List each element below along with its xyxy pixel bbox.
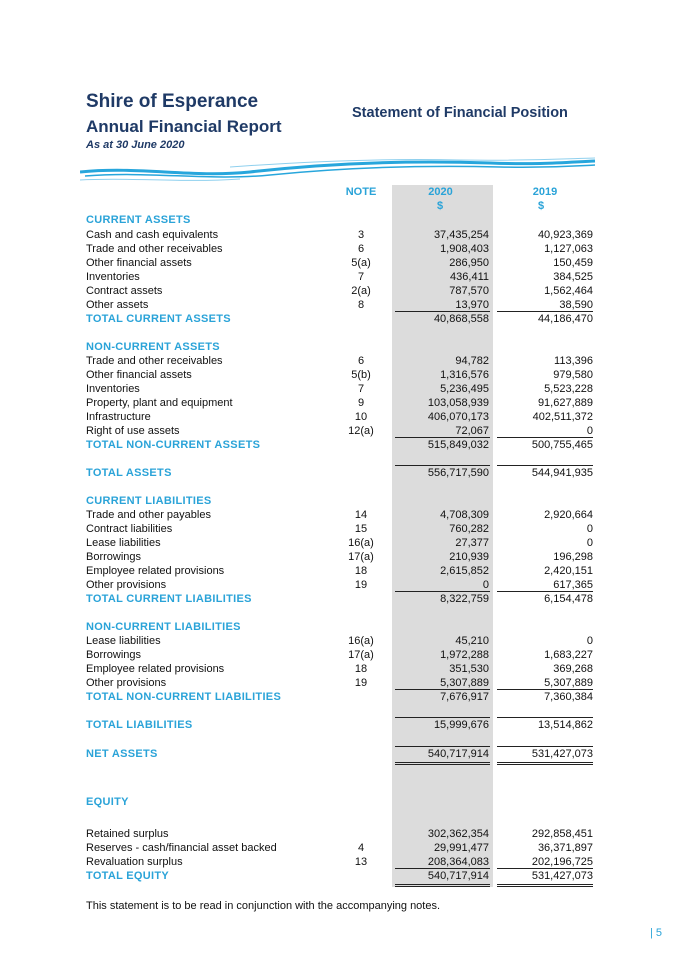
table-row (0, 855, 675, 869)
subtotal-rule (497, 465, 593, 466)
row-value-2020: 210,939 (449, 551, 489, 563)
row-value-2019: 202,196,725 (531, 856, 593, 868)
section-heading (0, 620, 675, 634)
row-value-2020: 208,364,083 (427, 856, 489, 868)
row-note: 18 (354, 565, 368, 577)
row-label: CURRENT ASSETS (86, 214, 191, 226)
row-label: Inventories (86, 383, 140, 395)
row-value-2020: 556,717,590 (427, 467, 489, 479)
row-label: TOTAL ASSETS (86, 467, 172, 479)
statement-title: Statement of Financial Position (352, 105, 568, 121)
table-row (0, 382, 675, 396)
double-underline-rule (497, 762, 593, 763)
table-row (0, 410, 675, 424)
row-value-2019: 292,858,451 (531, 828, 593, 840)
footer-note: This statement is to be read in conjunction with the accompanying notes. (86, 900, 441, 912)
report-date: As at 30 June 2020 (86, 139, 185, 151)
row-label: Trade and other receivables (86, 355, 223, 367)
currency-2020: $ (436, 200, 444, 212)
subtotal-rule (395, 311, 490, 312)
row-note: 19 (354, 579, 368, 591)
row-note: 5(a) (351, 257, 371, 269)
double-underline-rule (395, 886, 490, 887)
row-value-2020: 286,950 (449, 257, 489, 269)
row-label: Lease liabilities (86, 635, 161, 647)
row-value-2019: 617,365 (553, 579, 593, 591)
row-value-2019: 91,627,889 (537, 397, 593, 409)
year-2019-header: 2019 (532, 186, 558, 198)
row-note: 14 (354, 509, 368, 521)
row-value-2019: 979,580 (553, 369, 593, 381)
row-note: 18 (354, 663, 368, 675)
row-label: Other assets (86, 299, 149, 311)
table-row (0, 522, 675, 536)
row-label: EQUITY (86, 796, 129, 808)
row-value-2020: 5,236,495 (440, 383, 489, 395)
row-value-2019: 531,427,073 (531, 870, 593, 882)
org-title: Shire of Esperance (86, 91, 259, 112)
row-value-2020: 1,316,576 (440, 369, 489, 381)
table-row (0, 827, 675, 841)
subtotal-rule (497, 311, 593, 312)
row-label: Inventories (86, 271, 140, 283)
row-note: 17(a) (348, 649, 374, 661)
row-note: 3 (357, 229, 365, 241)
row-label: TOTAL CURRENT LIABILITIES (86, 593, 252, 605)
subtotal-rule (497, 717, 593, 718)
table-row (0, 256, 675, 270)
row-value-2020: 302,362,354 (427, 828, 489, 840)
row-value-2019: 1,127,063 (544, 243, 593, 255)
total-row (0, 869, 675, 883)
row-label: Employee related provisions (86, 565, 225, 577)
row-value-2020: 40,868,558 (433, 313, 489, 325)
report-title: Annual Financial Report (86, 117, 282, 136)
row-note: 2(a) (351, 285, 371, 297)
table-row (0, 354, 675, 368)
row-value-2019: 6,154,478 (544, 593, 593, 605)
row-value-2020: 27,377 (455, 537, 489, 549)
row-value-2019: 150,459 (553, 257, 593, 269)
row-value-2019: 0 (586, 635, 593, 647)
row-value-2020: 787,570 (449, 285, 489, 297)
subtotal-rule (497, 868, 593, 869)
double-underline-rule (395, 884, 490, 885)
row-value-2019: 0 (586, 523, 593, 535)
table-row (0, 368, 675, 382)
row-label: CURRENT LIABILITIES (86, 495, 212, 507)
year-2020-header: 2020 (428, 186, 453, 198)
row-value-2019: 44,186,470 (537, 313, 593, 325)
table-row (0, 550, 675, 564)
row-note: 7 (357, 383, 365, 395)
row-label: Trade and other payables (86, 509, 211, 521)
subtotal-rule (395, 689, 490, 690)
row-value-2020: 29,991,477 (433, 842, 489, 854)
row-value-2019: 0 (586, 537, 593, 549)
table-row (0, 284, 675, 298)
table-row (0, 564, 675, 578)
subtotal-rule (395, 465, 490, 466)
row-label: Right of use assets (86, 425, 180, 437)
row-note: 7 (357, 271, 365, 283)
total-row (0, 438, 675, 452)
table-row (0, 676, 675, 690)
row-value-2020: 94,782 (455, 355, 489, 367)
page-number: | 5 (650, 927, 663, 939)
row-value-2020: 540,717,914 (427, 748, 489, 760)
row-label: Property, plant and equipment (86, 397, 233, 409)
row-value-2020: 1,908,403 (440, 243, 489, 255)
row-value-2019: 531,427,073 (531, 748, 593, 760)
row-value-2019: 113,396 (554, 355, 593, 367)
row-label: Infrastructure (86, 411, 151, 423)
total-row (0, 592, 675, 606)
table-row (0, 634, 675, 648)
row-value-2020: 45,210 (455, 635, 489, 647)
row-label: TOTAL CURRENT ASSETS (86, 313, 231, 325)
row-value-2019: 5,307,889 (544, 677, 593, 689)
double-underline-rule (395, 764, 490, 765)
row-value-2020: 760,282 (449, 523, 489, 535)
row-label: TOTAL NON-CURRENT ASSETS (86, 439, 261, 451)
row-note: 8 (357, 299, 365, 311)
row-value-2020: 540,717,914 (427, 870, 489, 882)
table-row (0, 841, 675, 855)
row-note: 6 (357, 355, 365, 367)
subtotal-rule (497, 689, 593, 690)
row-value-2020: 515,849,032 (427, 439, 489, 451)
row-value-2020: 5,307,889 (440, 677, 489, 689)
row-label: TOTAL LIABILITIES (86, 719, 193, 731)
row-value-2019: 369,268 (553, 663, 593, 675)
row-value-2020: 72,067 (455, 425, 489, 437)
note-column-header: NOTE (345, 186, 377, 198)
table-row (0, 536, 675, 550)
row-label: Employee related provisions (86, 663, 225, 675)
subtotal-rule (497, 437, 593, 438)
row-label: Retained surplus (86, 828, 169, 840)
row-value-2020: 0 (482, 579, 489, 591)
row-value-2020: 8,322,759 (440, 593, 489, 605)
row-label: NON-CURRENT ASSETS (86, 341, 220, 353)
row-note: 9 (357, 397, 365, 409)
table-row (0, 270, 675, 284)
row-note: 19 (354, 677, 368, 689)
section-heading (0, 213, 675, 227)
row-label: NET ASSETS (86, 748, 158, 760)
decorative-wave (80, 152, 600, 186)
section-heading (0, 340, 675, 354)
total-row (0, 690, 675, 704)
row-value-2019: 7,360,384 (544, 691, 593, 703)
row-label: Trade and other receivables (86, 243, 223, 255)
table-row (0, 648, 675, 662)
row-value-2020: 7,676,917 (440, 691, 489, 703)
row-label: NON-CURRENT LIABILITIES (86, 621, 241, 633)
row-label: Revaluation surplus (86, 856, 183, 868)
double-underline-rule (395, 762, 490, 763)
subtotal-rule (395, 591, 490, 592)
row-label: Other provisions (86, 677, 167, 689)
row-value-2019: 1,562,464 (544, 285, 593, 297)
row-label: Other financial assets (86, 369, 192, 381)
row-note: 15 (354, 523, 368, 535)
table-row (0, 578, 675, 592)
row-note: 13 (354, 856, 368, 868)
subtotal-rule (497, 591, 593, 592)
row-note: 5(b) (351, 369, 371, 381)
row-value-2019: 196,298 (553, 551, 593, 563)
row-note: 17(a) (348, 551, 374, 563)
row-value-2020: 2,615,852 (440, 565, 489, 577)
table-row (0, 508, 675, 522)
row-value-2019: 544,941,935 (531, 467, 593, 479)
row-value-2019: 1,683,227 (544, 649, 593, 661)
row-value-2019: 384,525 (553, 271, 593, 283)
subtotal-rule (395, 437, 490, 438)
row-value-2020: 13,970 (455, 299, 489, 311)
table-row (0, 662, 675, 676)
row-value-2019: 402,511,372 (532, 411, 593, 423)
row-value-2019: 500,755,465 (531, 439, 593, 451)
row-value-2020: 1,972,288 (440, 649, 489, 661)
row-value-2020: 406,070,173 (427, 411, 489, 423)
subtotal-rule (395, 717, 490, 718)
row-label: Cash and cash equivalents (86, 229, 219, 241)
row-value-2020: 15,999,676 (433, 719, 489, 731)
row-label: Borrowings (86, 551, 142, 563)
total-row (0, 466, 675, 480)
row-label: Reserves - cash/financial asset backed (86, 842, 277, 854)
row-value-2020: 37,435,254 (433, 229, 489, 241)
row-value-2019: 2,420,151 (544, 565, 593, 577)
row-value-2020: 103,058,939 (427, 397, 489, 409)
row-label: TOTAL EQUITY (86, 870, 170, 882)
row-value-2019: 5,523,228 (544, 383, 593, 395)
row-label: Lease liabilities (86, 537, 161, 549)
section-heading (0, 795, 675, 809)
subtotal-rule (395, 746, 490, 747)
row-label: Other provisions (86, 579, 167, 591)
row-note: 6 (357, 243, 365, 255)
table-row (0, 228, 675, 242)
row-label: Contract liabilities (86, 523, 173, 535)
double-underline-rule (497, 764, 593, 765)
row-value-2019: 2,920,664 (544, 509, 593, 521)
row-note: 4 (357, 842, 365, 854)
row-value-2019: 13,514,862 (537, 719, 593, 731)
double-underline-rule (497, 886, 593, 887)
section-heading (0, 494, 675, 508)
double-underline-rule (497, 884, 593, 885)
table-row (0, 242, 675, 256)
row-value-2020: 4,708,309 (440, 509, 489, 521)
table-row (0, 298, 675, 312)
row-value-2019: 0 (586, 425, 593, 437)
row-value-2019: 40,923,369 (537, 229, 593, 241)
subtotal-rule (497, 746, 593, 747)
row-label: Borrowings (86, 649, 142, 661)
row-note: 10 (354, 411, 368, 423)
currency-2019: $ (537, 200, 545, 212)
total-row (0, 718, 675, 732)
row-note: 16(a) (348, 635, 374, 647)
total-row (0, 312, 675, 326)
total-row (0, 747, 675, 761)
subtotal-rule (395, 868, 490, 869)
row-note: 16(a) (348, 537, 374, 549)
table-row (0, 424, 675, 438)
row-value-2020: 436,411 (450, 271, 489, 283)
row-value-2019: 36,371,897 (537, 842, 593, 854)
row-label: TOTAL NON-CURRENT LIABILITIES (86, 691, 282, 703)
row-label: Other financial assets (86, 257, 192, 269)
row-note: 12(a) (348, 425, 374, 437)
row-value-2020: 351,530 (449, 663, 489, 675)
row-value-2019: 38,590 (559, 299, 593, 311)
table-row (0, 396, 675, 410)
row-label: Contract assets (86, 285, 163, 297)
